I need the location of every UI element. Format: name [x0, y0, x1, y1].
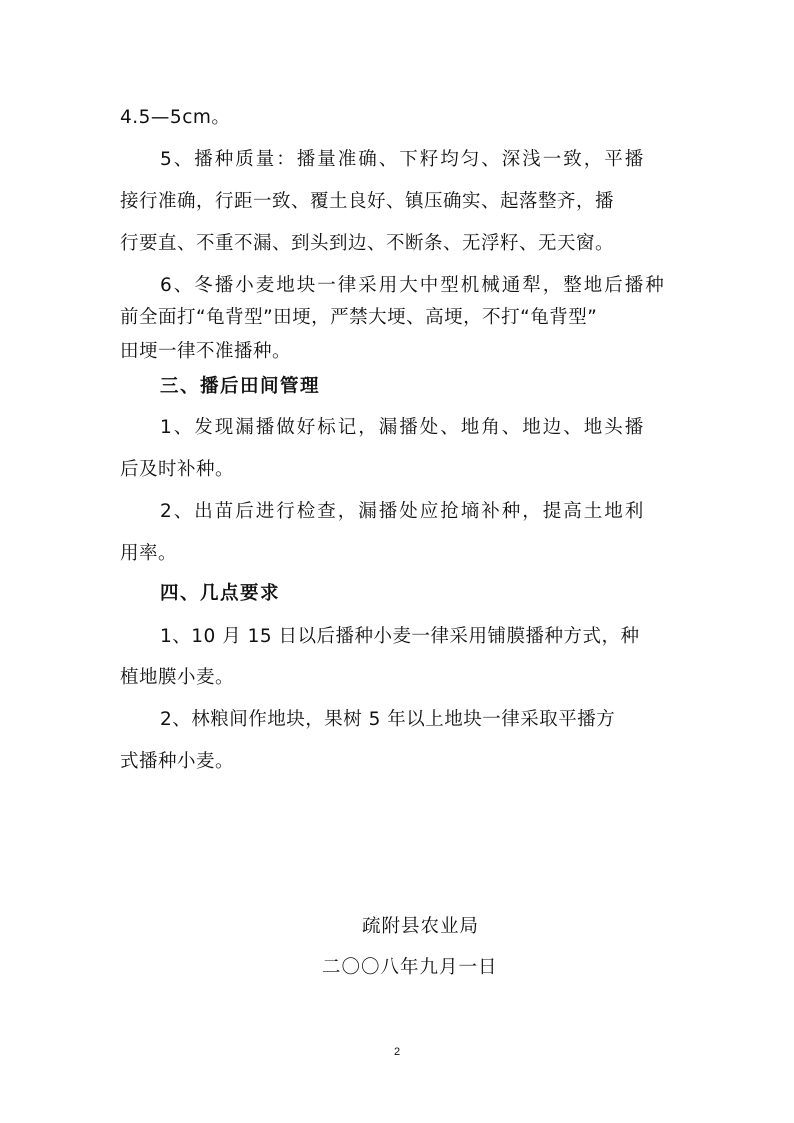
paragraph-line: 1、发现漏播做好标记，漏播处、地角、地边、地头播	[160, 417, 646, 438]
paragraph-line: 植地膜小麦。	[120, 667, 235, 688]
paragraph-line: 5、播种质量：播量准确、下籽均匀、深浅一致，平播	[160, 149, 646, 170]
paragraph-line: 2、林粮间作地块，果树 5 年以上地块一律采取平播方	[160, 709, 616, 730]
paragraph-line: 后及时补种。	[120, 459, 235, 480]
paragraph-line: 用率。	[120, 543, 178, 564]
signature-organization: 疏附县农业局	[362, 916, 480, 937]
paragraph-line: 式播种小麦。	[120, 751, 235, 772]
page-number: 2	[393, 1046, 401, 1058]
section-heading: 三、播后田间管理	[160, 376, 321, 397]
paragraph-line: 4.5—5cm。	[120, 107, 231, 128]
paragraph-line: 前全面打“龟背型”田埂，严禁大埂、高埂，不打“龟背型”	[120, 307, 598, 328]
paragraph-line: 2、出苗后进行检查，漏播处应抢墒补种，提高土地利	[160, 501, 646, 522]
paragraph-line: 1、10 月 15 日以后播种小麦一律采用铺膜播种方式，种	[160, 626, 640, 647]
section-heading: 四、几点要求	[160, 583, 281, 604]
paragraph-line: 田埂一律不准播种。	[120, 341, 292, 362]
paragraph-line: 接行准确，行距一致、覆土良好、镇压确实、起落整齐，播	[120, 191, 615, 212]
signature-date: 二〇〇八年九月一日	[322, 957, 498, 978]
paragraph-line: 行要直、不重不漏、到头到边、不断条、无浮籽、无天窗。	[120, 233, 615, 254]
paragraph-line: 6、冬播小麦地块一律采用大中型机械通犁，整地后播种	[160, 275, 666, 296]
